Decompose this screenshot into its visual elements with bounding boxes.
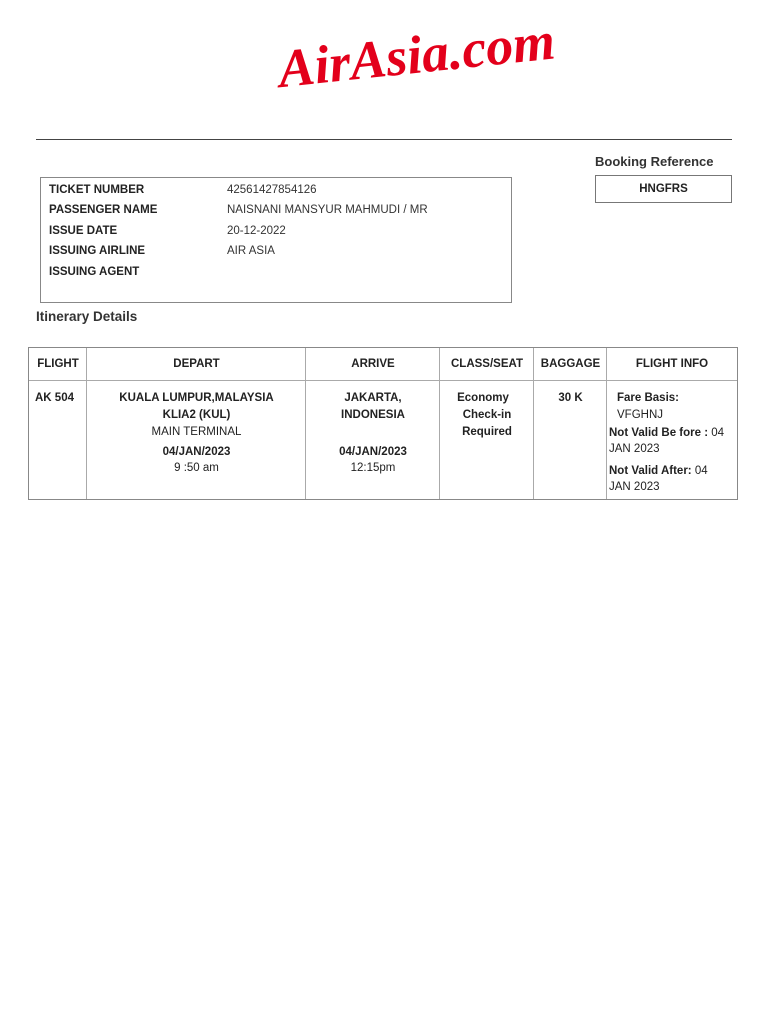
booking-reference-label: Booking Reference [595,154,714,169]
ticket-row [49,244,275,258]
ticket-label: PASSENGER NAME [49,204,158,216]
header-row-divider [29,380,737,381]
header-baggage: BAGGAGE [540,358,601,370]
itinerary-title: Itinerary Details [36,309,138,324]
arrive-city: JAKARTA, [344,392,402,404]
ticket-label: TICKET NUMBER [49,184,145,196]
itinerary-table [28,347,738,500]
not-valid-after-day: 04 [694,465,708,477]
ticket-row [49,183,317,197]
ticket-row [49,203,428,217]
depart-time: 9 :50 am [174,462,219,474]
class-required: Required [462,426,512,438]
arrive-cell [306,390,440,476]
header-flight-info: FLIGHT INFO [635,358,709,370]
ticket-label: ISSUE DATE [49,225,118,237]
ticket-value: 42561427854126 [227,184,317,196]
header-flight: FLIGHT [37,358,79,370]
depart-city: KUALA LUMPUR,MALAYSIA [119,392,274,404]
ticket-row [49,265,227,279]
header-divider [36,139,732,140]
header-arrive: ARRIVE [351,358,395,370]
fare-basis-value: VFGHNJ [617,409,663,421]
depart-terminal: MAIN TERMINAL [151,426,242,438]
class-cell [440,390,534,441]
airasia-logo [275,10,558,104]
ticket-row [49,224,286,238]
ticket-value: NAISNANI MANSYUR MAHMUDI / MR [227,204,428,216]
header-depart: DEPART [173,358,220,370]
logo-text: AirAsia.com [275,10,558,100]
booking-reference-value: HNGFRS [595,175,732,203]
depart-date: 04/JAN/2023 [162,446,231,458]
airasia-logo-mark [275,10,558,104]
not-valid-before-day: 04 [711,427,725,439]
not-valid-after-month: JAN 2023 [609,481,660,493]
header-class: CLASS/SEAT [451,358,523,370]
baggage-value: 30 K [558,392,583,404]
ticket-label: ISSUING AGENT [49,266,140,278]
ticket-value: AIR ASIA [227,245,275,257]
class-checkin: Check-in [462,409,512,421]
not-valid-before-month: JAN 2023 [609,443,660,455]
flight-number: AK 504 [35,392,74,404]
not-valid-before-label: Not Valid Be fore : [609,427,709,439]
arrive-date: 04/JAN/2023 [339,446,407,458]
flight-info-cell [609,390,737,495]
depart-airport: KLIA2 (KUL) [162,409,231,421]
arrive-time: 12:15pm [350,462,396,474]
not-valid-after-label: Not Valid After: [609,465,692,477]
depart-cell [87,390,306,476]
ticket-label: ISSUING AIRLINE [49,245,146,257]
fare-basis-label: Fare Basis: [617,392,680,404]
ticket-details-box [40,177,512,303]
class-economy: Economy [457,392,509,404]
ticket-value: 20-12-2022 [227,225,286,237]
arrive-country: INDONESIA [341,409,405,421]
